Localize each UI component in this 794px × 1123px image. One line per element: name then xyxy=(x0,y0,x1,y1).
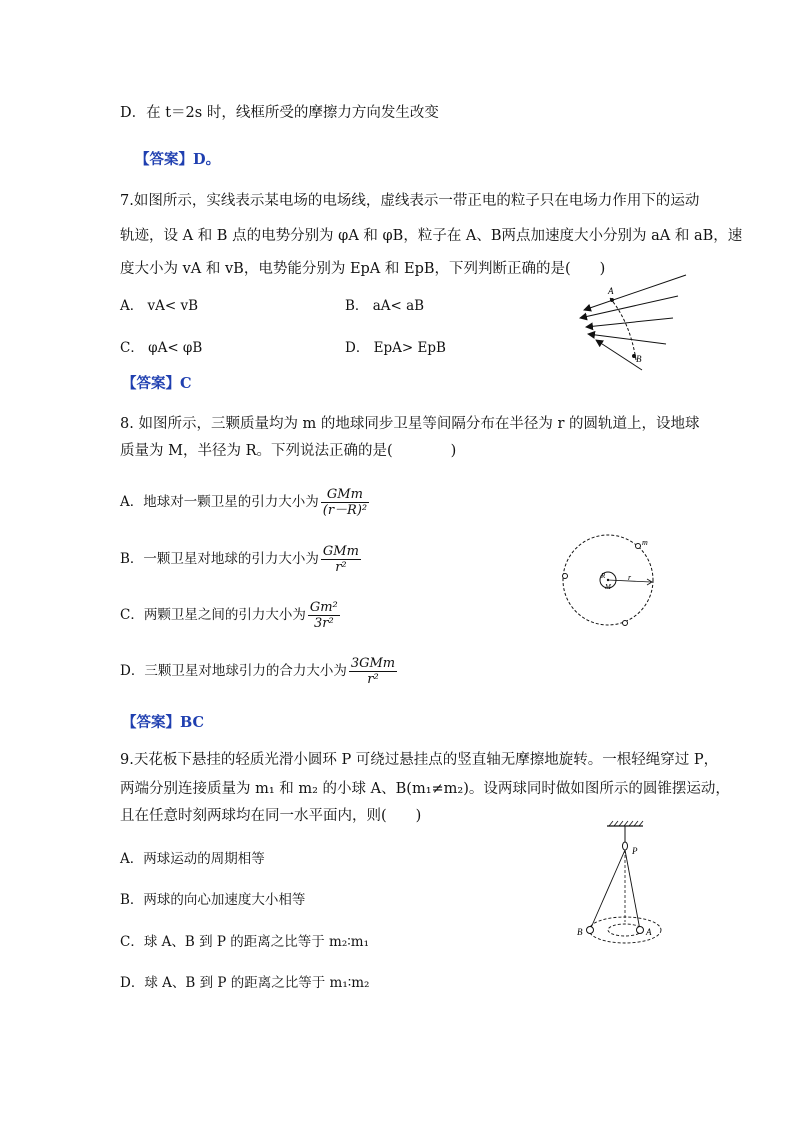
q7-option-c: C． φA< φB xyxy=(120,340,203,356)
q7-stem-line-2: 轨迹，设 A 和 B 点的电势分别为 φA 和 φB，粒子在 A、B两点加速度大小分别为 aA 和 aB，速 xyxy=(120,228,743,244)
label-R: R xyxy=(601,572,606,580)
q9-option-d: D．球 A、B 到 P 的距离之比等于 m₁∶m₂ xyxy=(120,975,370,991)
q7-field-line-figure xyxy=(570,270,690,375)
label-a: A xyxy=(646,927,652,937)
q9-stem-line-3: 且在任意时刻两球均在同一水平面内，则( ) xyxy=(120,808,422,824)
answer-7 xyxy=(122,372,192,393)
q8-option-c xyxy=(120,600,340,631)
q9-option-b: B．两球的向心加速度大小相等 xyxy=(120,892,306,908)
option-text: C．两颗卫星之间的引力大小为 xyxy=(120,607,306,623)
field-line xyxy=(586,318,673,327)
label-M: M xyxy=(605,583,611,591)
ring-p xyxy=(623,842,628,850)
fraction xyxy=(321,487,369,518)
denominator: r² xyxy=(335,560,347,575)
answer-tag: 【答案】 xyxy=(135,152,193,168)
field-line xyxy=(580,296,678,318)
string-a xyxy=(625,850,640,930)
option-text: D．三颗卫星对地球引力的合力大小为 xyxy=(120,663,347,679)
q9-stem-line-2: 两端分别连接质量为 m₁ 和 m₂ 的小球 A、B(m₁≠m₂)。设两球同时做如图所示的圆锥摆运动， xyxy=(120,781,730,797)
point-a xyxy=(610,298,614,302)
q9-conical-pendulum-figure xyxy=(575,818,680,948)
q8-option-a xyxy=(120,487,369,518)
q7-option-b: B． aA< aB xyxy=(345,298,425,314)
q9-stem-line-1: 9.天花板下悬挂的轻质光滑小圆环 P 可绕过悬挂点的竖直轴无摩擦地旋转。一根轻绳穿过 P， xyxy=(120,752,719,768)
q7-stem-line-3: 度大小为 vA 和 vB，电势能分别为 EpA 和 EpB，下列判断正确的是( ) xyxy=(120,261,606,277)
label-b: B xyxy=(636,354,642,364)
answer-tag: 【答案】 xyxy=(122,376,180,392)
label-b: B xyxy=(577,927,583,937)
q8-orbit-figure xyxy=(555,530,670,635)
label-m: m xyxy=(642,538,648,547)
ball-b xyxy=(587,927,594,934)
q8-stem-line-1: 8. 如图所示，三颗质量均为 m 的地球同步卫星等间隔分布在半径为 r 的圆轨道上，设地球 xyxy=(120,416,700,432)
option-text: B．一颗卫星对地球的引力大小为 xyxy=(120,551,319,567)
numerator: GMm xyxy=(322,544,359,559)
satellite xyxy=(636,544,641,549)
numerator: GMm xyxy=(321,487,369,503)
ceiling-hatch xyxy=(609,821,643,826)
fraction xyxy=(321,544,361,575)
q9-option-a: A．两球运动的周期相等 xyxy=(120,851,265,867)
option-text: A．地球对一颗卫星的引力大小为 xyxy=(120,494,319,510)
fraction xyxy=(349,656,397,687)
field-line xyxy=(584,275,686,310)
denominator: 3r² xyxy=(313,616,334,631)
ball-a xyxy=(637,927,644,934)
satellite xyxy=(563,574,568,579)
answer-value: C xyxy=(180,375,192,392)
answer-tag: 【答案】 xyxy=(122,715,180,731)
label-p: P xyxy=(632,846,638,856)
q8-option-b xyxy=(120,544,361,575)
string-b xyxy=(590,850,625,930)
q7-option-a: A． vA< vB xyxy=(120,298,199,314)
answer-8 xyxy=(122,711,204,732)
q8-stem-line-2: 质量为 M，半径为 R。下列说法正确的是( ) xyxy=(120,443,457,459)
q9-option-c: C．球 A、B 到 P 的距离之比等于 m₂∶m₁ xyxy=(120,934,369,950)
numerator: Gm² xyxy=(309,600,338,615)
satellite xyxy=(623,621,628,626)
q8-option-d xyxy=(120,656,397,687)
answer-value: BC xyxy=(180,714,205,731)
numerator: 3GMm xyxy=(350,656,396,671)
answer-6 xyxy=(135,148,220,169)
label-a: A xyxy=(608,286,614,296)
answer-value: D。 xyxy=(193,151,221,168)
q6-option-d: D．在 t＝2s 时，线框所受的摩擦力方向发生改变 xyxy=(120,105,439,121)
q7-stem-line-1: 7.如图所示，实线表示某电场的电场线，虚线表示一带正电的粒子只在电场力作用下的运动 xyxy=(120,193,700,209)
label-r: r xyxy=(628,573,632,582)
particle-trajectory xyxy=(610,298,636,360)
q7-option-d: D． EpA> EpB xyxy=(345,340,446,356)
denominator: r² xyxy=(367,672,379,687)
fraction xyxy=(308,600,340,631)
denominator: (r－R)² xyxy=(322,503,368,518)
